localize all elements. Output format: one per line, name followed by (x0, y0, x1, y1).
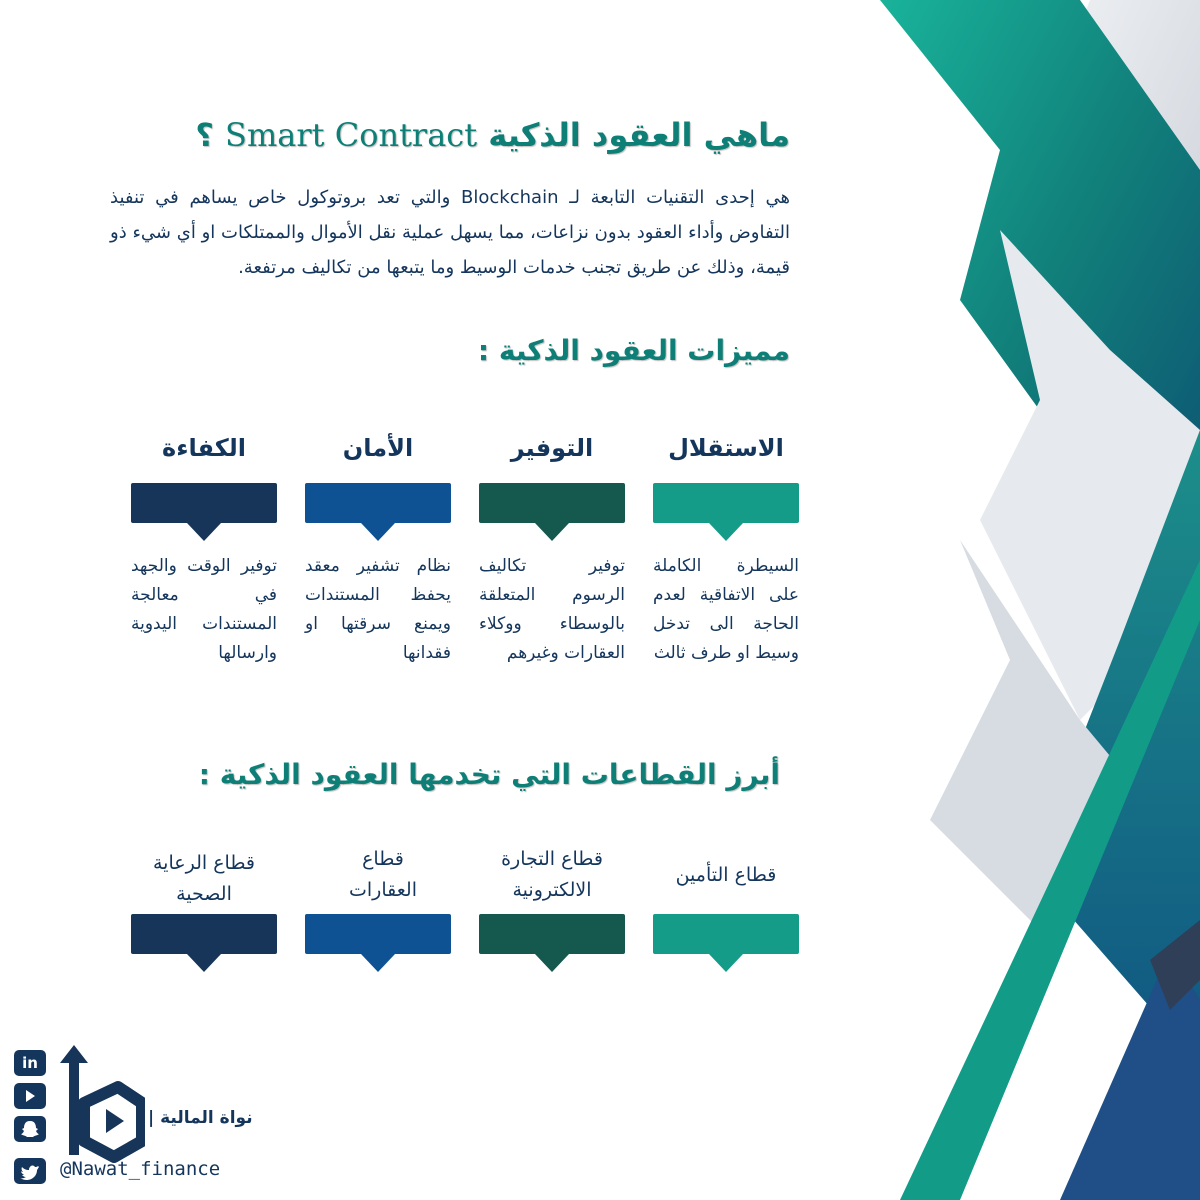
feature-title-independence: الاستقلال (668, 434, 784, 462)
title-english: Smart Contract (225, 116, 478, 154)
feature-title-efficiency: الكفاءة (162, 434, 246, 462)
linkedin-icon[interactable]: in (14, 1050, 46, 1076)
feature-desc-independence: السيطرة الكاملة على الاتفاقية لعدم الحاجة الى تدخل وسيط او طرف ثالث (653, 556, 799, 663)
sector-label-healthcare: قطاع الرعاية الصحية (153, 852, 255, 905)
feature-box-security (305, 483, 451, 523)
feature-desc-efficiency: توفير الوقت والجهد في معالجة المستندات اليدوية وارسالها (131, 556, 277, 663)
nawat-logo (50, 1045, 145, 1165)
sector-box-ecommerce (479, 914, 625, 954)
features-heading: مميزات العقود الذكية : (477, 334, 790, 367)
feature-title-security: الأمان (342, 434, 414, 462)
feature-title-savings: التوفير (510, 434, 594, 462)
twitter-icon[interactable] (14, 1158, 46, 1184)
sector-box-healthcare (131, 914, 277, 954)
feature-box-savings (479, 483, 625, 523)
play-icon (14, 1083, 46, 1109)
sector-label-ecommerce: قطاع التجارة الالكترونية (501, 848, 603, 901)
ghost-icon (14, 1116, 46, 1142)
feature-box-independence (653, 483, 799, 523)
feature-desc-savings: توفير تكاليف الرسوم المتعلقة بالوسطاء ووكلاء العقارات وغيرهم (479, 556, 625, 663)
sector-box-real-estate (305, 914, 451, 954)
intro-paragraph: هي إحدى التقنيات التابعة لـ Blockchain والتي تعد بروتوكول خاص يساهم في تنفيذ التفاوض وأداء العقود بدون نزاعات، مما يسهل عملية نقل الأموال والممتلكات او أي شيء ذو قيمة، وذلك عن طريق تجنب خدمات الوسيط وما يتبعها من تكاليف مرتفعة. (110, 187, 791, 278)
youtube-icon[interactable] (14, 1083, 46, 1109)
feature-desc-security: نظام تشفير معقد يحفظ المستندات ويمنع سرقتها او فقدانها (305, 556, 451, 663)
feature-box-efficiency (131, 483, 277, 523)
title-question-mark: ؟ (195, 116, 214, 154)
sector-box-insurance (653, 914, 799, 954)
title-arabic: ماهي العقود الذكية (488, 116, 790, 154)
sector-label-real-estate: قطاع العقارات (349, 848, 417, 901)
bird-icon (14, 1158, 46, 1184)
snapchat-icon[interactable] (14, 1116, 46, 1142)
page-title (90, 116, 790, 154)
sectors-heading: أبرز القطاعات التي تخدمها العقود الذكية : (198, 758, 780, 791)
sector-label-insurance: قطاع التأمين (675, 864, 777, 886)
twitter-handle[interactable]: @Nawat_finance (60, 1158, 221, 1180)
brand-name: نواة المالية | (148, 1108, 253, 1128)
